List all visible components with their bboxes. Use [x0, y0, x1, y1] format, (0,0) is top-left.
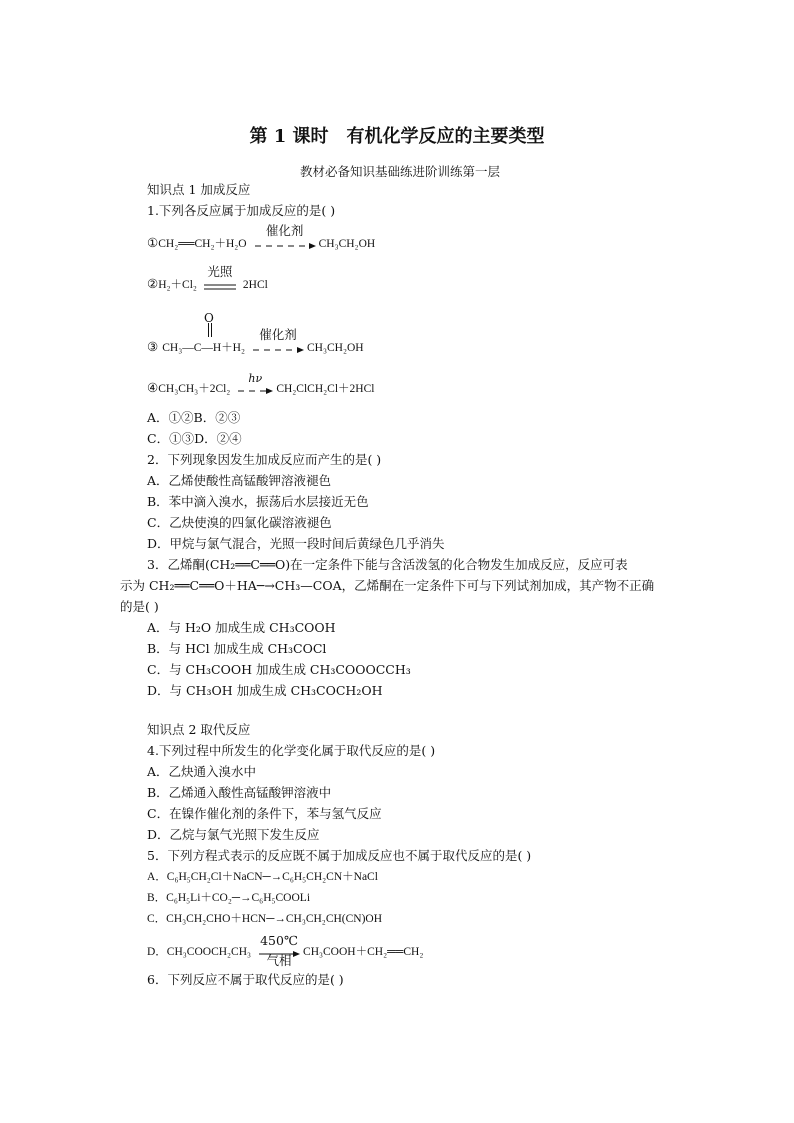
reaction-2-product: 2HCl: [242, 279, 268, 291]
carbonyl-oxygen: O: [204, 311, 214, 325]
reaction-4-products: CH₂ClCH₂Cl＋2HCl: [276, 383, 375, 395]
reaction-2: [147, 263, 268, 293]
question-4-option-c: C．在镍作催化剂的条件下，苯与氢气反应: [147, 806, 382, 821]
reaction-2-condition: 光照: [207, 263, 233, 279]
question-3-stem-line-3: 的是( ): [120, 599, 159, 614]
question-2-option-a: A．乙烯使酸性高锰酸钾溶液褪色: [147, 473, 332, 488]
option-d-temperature: 450℃: [260, 932, 298, 948]
question-2-option-c: C．乙炔使溴的四氯化碳溶液褪色: [147, 515, 332, 530]
question-4-option-d: D．乙烷与氯气光照下发生反应: [147, 827, 320, 842]
double-bond-icon: [207, 323, 213, 337]
question-1-options-ab: A．①②B．②③: [147, 410, 241, 425]
option-d-arrow: [257, 932, 301, 968]
reaction-3-number: ③: [147, 339, 159, 354]
question-2-option-b: B．苯中滴入溴水，振荡后水层接近无色: [147, 494, 369, 509]
reaction-4-number: ④: [147, 380, 159, 395]
question-2-stem: 2．下列现象因发生加成反应而产生的是( ): [147, 452, 382, 467]
reaction-2-reactants: H₂＋Cl₂: [158, 279, 197, 291]
option-d-phase: 气相: [266, 952, 292, 968]
reaction-3-arrow: [251, 326, 305, 353]
question-5-option-a: A．C₆H₅CH₂Cl＋NaCN─→C₆H₅CH₂CN＋NaCl: [147, 871, 378, 883]
reaction-3-product: CH₃CH₂OH: [307, 342, 364, 354]
reaction-4-arrow: [236, 371, 274, 394]
dashed-arrow-icon: [251, 345, 305, 355]
question-6-stem: 6．下列反应不属于取代反应的是( ): [147, 972, 344, 987]
question-2-option-d: D．甲烷与氯气混合，光照一段时间后黄绿色几乎消失: [147, 536, 445, 551]
reaction-1-product: CH₃CH₂OH: [318, 238, 376, 250]
section-heading-1: 知识点 1 加成反应: [147, 182, 251, 197]
acetaldehyde-structure: CH₃—C—H: [162, 342, 222, 354]
question-5-stem: 5．下列方程式表示的反应既不属于加成反应也不属于取代反应的是( ): [147, 848, 532, 863]
option-d-products: CH₃COOH＋CH₂══CH₂: [303, 946, 424, 958]
question-4-stem: 4.下列过程中所发生的化学变化属于取代反应的是( ): [147, 743, 436, 758]
question-4-option-b: B．乙烯通入酸性高锰酸钾溶液中: [147, 785, 332, 800]
dashed-arrow-icon: [236, 386, 274, 396]
reaction-3: [147, 326, 364, 356]
question-3-stem-line-2: 示为 CH₂══C══O＋HA─→CH₃—COA，乙烯酮在一定条件下可与下列试剂加成，其产物不正确: [120, 578, 655, 593]
reaction-3-reagent: ＋H₂: [221, 342, 246, 354]
reaction-4-reactants: CH₃CH₃＋2Cl₂: [158, 383, 231, 395]
question-3-option-c: C．与 CH₃COOH 加成生成 CH₃COOOCCH₃: [147, 662, 411, 677]
title-topic: 有机化学反应的主要类型: [346, 126, 545, 147]
question-5-option-b: B．C₆H₅Li＋CO₂─→C₆H₅COOLi: [147, 892, 311, 904]
question-3-stem-line-1: 3．乙烯酮(CH₂══C══O)在一定条件下能与含活泼氢的化合物发生加成反应，反应可表: [147, 557, 628, 572]
reaction-2-number: ②: [147, 276, 159, 291]
page-subtitle: 教材必备知识基础练进阶训练第一层: [300, 164, 501, 179]
reaction-1-number: ①: [147, 235, 159, 250]
question-3-option-d: D．与 CH₃OH 加成生成 CH₃COCH₂OH: [147, 683, 383, 698]
page-title: [0, 122, 794, 148]
question-1-stem: 1.下列各反应属于加成反应的是( ): [147, 203, 336, 218]
reaction-4: [147, 371, 375, 397]
title-lesson: 第 1 课时: [249, 126, 329, 147]
reaction-3-condition: 催化剂: [259, 326, 297, 342]
reaction-1-condition: 催化剂: [265, 222, 304, 238]
reaction-1: [147, 222, 376, 252]
reaction-1-arrow: [253, 222, 317, 249]
dashed-arrow-icon: [253, 241, 317, 251]
section-heading-2: 知识点 2 取代反应: [147, 722, 251, 737]
option-d-reactant: D．CH₃COOCH₂CH₃: [147, 946, 252, 958]
question-5-option-c: C．CH₃CH₂CHO＋HCN─→CH₃CH₂CH(CN)OH: [147, 913, 383, 925]
reaction-1-reactants: CH₂══CH₂＋H₂O: [158, 238, 247, 250]
equals-sign-icon: [203, 282, 237, 292]
question-3-option-b: B．与 HCl 加成生成 CH₃COCl: [147, 641, 327, 656]
question-5-option-d: [147, 932, 424, 968]
question-1-options-cd: C．①③D．②④: [147, 431, 242, 446]
question-3-option-a: A．与 H₂O 加成生成 CH₃COOH: [147, 620, 336, 635]
reaction-2-equals: [203, 263, 237, 290]
question-4-option-a: A．乙炔通入溴水中: [147, 764, 257, 779]
reaction-4-condition: hν: [248, 371, 263, 385]
